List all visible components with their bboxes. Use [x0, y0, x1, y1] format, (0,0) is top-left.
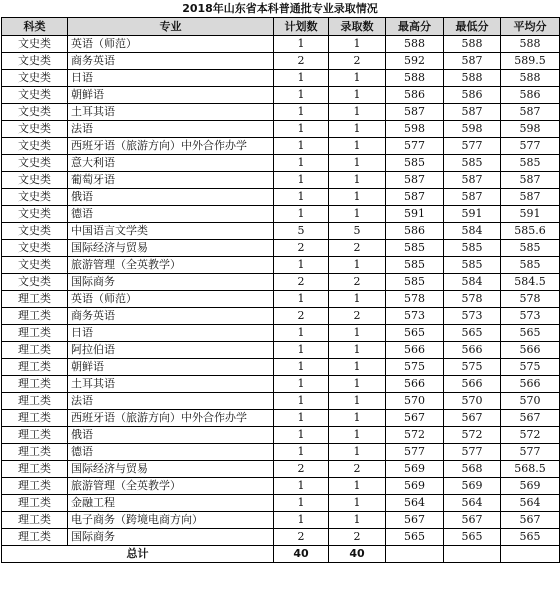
max-score-cell: 578 — [386, 291, 444, 308]
avg-score-cell: 565 — [501, 529, 560, 546]
admitted-cell: 5 — [329, 223, 386, 240]
major-cell: 电子商务（跨境电商方向） — [68, 512, 274, 529]
min-score-cell: 566 — [444, 376, 501, 393]
max-score-cell: 587 — [386, 104, 444, 121]
min-score-cell: 588 — [444, 70, 501, 87]
admitted-cell: 1 — [329, 257, 386, 274]
plan-cell: 1 — [274, 172, 329, 189]
total-empty-cell — [444, 546, 501, 563]
header-min-score: 最低分 — [444, 18, 501, 36]
major-cell: 国际经济与贸易 — [68, 240, 274, 257]
category-cell: 文史类 — [2, 240, 68, 257]
plan-cell: 1 — [274, 257, 329, 274]
plan-cell: 1 — [274, 342, 329, 359]
category-cell: 理工类 — [2, 308, 68, 325]
category-cell: 理工类 — [2, 427, 68, 444]
min-score-cell: 585 — [444, 257, 501, 274]
table-row — [2, 359, 560, 376]
table-row — [2, 155, 560, 172]
admitted-cell: 1 — [329, 427, 386, 444]
table-row — [2, 461, 560, 478]
plan-cell: 1 — [274, 325, 329, 342]
admitted-cell: 1 — [329, 325, 386, 342]
plan-cell: 2 — [274, 240, 329, 257]
admitted-cell: 1 — [329, 359, 386, 376]
total-label: 总计 — [2, 546, 274, 563]
header-avg-score: 平均分 — [501, 18, 560, 36]
total-empty-cell — [386, 546, 444, 563]
total-row — [2, 546, 560, 563]
admitted-cell: 2 — [329, 529, 386, 546]
min-score-cell: 587 — [444, 189, 501, 206]
max-score-cell: 598 — [386, 121, 444, 138]
admitted-cell: 2 — [329, 308, 386, 325]
avg-score-cell: 584.5 — [501, 274, 560, 291]
plan-cell: 2 — [274, 53, 329, 70]
max-score-cell: 569 — [386, 478, 444, 495]
admitted-cell: 1 — [329, 478, 386, 495]
min-score-cell: 575 — [444, 359, 501, 376]
table-row — [2, 410, 560, 427]
avg-score-cell: 589.5 — [501, 53, 560, 70]
max-score-cell: 585 — [386, 257, 444, 274]
max-score-cell: 585 — [386, 155, 444, 172]
max-score-cell: 592 — [386, 53, 444, 70]
table-row — [2, 376, 560, 393]
max-score-cell: 566 — [386, 376, 444, 393]
category-cell: 文史类 — [2, 223, 68, 240]
major-cell: 国际经济与贸易 — [68, 461, 274, 478]
avg-score-cell: 569 — [501, 478, 560, 495]
plan-cell: 1 — [274, 104, 329, 121]
major-cell: 俄语 — [68, 189, 274, 206]
plan-cell: 1 — [274, 427, 329, 444]
category-cell: 理工类 — [2, 359, 68, 376]
min-score-cell: 586 — [444, 87, 501, 104]
plan-cell: 1 — [274, 512, 329, 529]
admission-table — [1, 17, 560, 563]
admitted-cell: 1 — [329, 70, 386, 87]
max-score-cell: 572 — [386, 427, 444, 444]
major-cell: 意大利语 — [68, 155, 274, 172]
max-score-cell: 577 — [386, 444, 444, 461]
admitted-cell: 1 — [329, 87, 386, 104]
major-cell: 德语 — [68, 206, 274, 223]
avg-score-cell: 585 — [501, 155, 560, 172]
avg-score-cell: 575 — [501, 359, 560, 376]
category-cell: 理工类 — [2, 393, 68, 410]
major-cell: 阿拉伯语 — [68, 342, 274, 359]
admitted-cell: 1 — [329, 36, 386, 53]
major-cell: 商务英语 — [68, 308, 274, 325]
admitted-cell: 1 — [329, 121, 386, 138]
plan-cell: 1 — [274, 36, 329, 53]
admitted-cell: 2 — [329, 274, 386, 291]
plan-cell: 2 — [274, 308, 329, 325]
category-cell: 理工类 — [2, 529, 68, 546]
plan-cell: 1 — [274, 359, 329, 376]
max-score-cell: 566 — [386, 342, 444, 359]
table-row — [2, 529, 560, 546]
header-major: 专业 — [68, 18, 274, 36]
min-score-cell: 573 — [444, 308, 501, 325]
min-score-cell: 588 — [444, 36, 501, 53]
admitted-cell: 1 — [329, 444, 386, 461]
admitted-cell: 1 — [329, 393, 386, 410]
page-title: 2018年山东省本科普通批专业录取情况 — [182, 2, 378, 15]
plan-cell: 1 — [274, 87, 329, 104]
avg-score-cell: 585 — [501, 257, 560, 274]
plan-cell: 1 — [274, 155, 329, 172]
min-score-cell: 572 — [444, 427, 501, 444]
max-score-cell: 570 — [386, 393, 444, 410]
max-score-cell: 585 — [386, 240, 444, 257]
admitted-cell: 2 — [329, 461, 386, 478]
total-empty-cell — [501, 546, 560, 563]
category-cell: 文史类 — [2, 189, 68, 206]
table-row — [2, 240, 560, 257]
min-score-cell: 584 — [444, 223, 501, 240]
avg-score-cell: 570 — [501, 393, 560, 410]
table-row — [2, 444, 560, 461]
category-cell: 理工类 — [2, 342, 68, 359]
avg-score-cell: 587 — [501, 189, 560, 206]
avg-score-cell: 566 — [501, 342, 560, 359]
plan-cell: 1 — [274, 393, 329, 410]
category-cell: 理工类 — [2, 444, 68, 461]
avg-score-cell: 591 — [501, 206, 560, 223]
min-score-cell: 585 — [444, 240, 501, 257]
max-score-cell: 569 — [386, 461, 444, 478]
plan-cell: 1 — [274, 189, 329, 206]
major-cell: 英语（师范） — [68, 36, 274, 53]
major-cell: 俄语 — [68, 427, 274, 444]
table-row — [2, 36, 560, 53]
min-score-cell: 566 — [444, 342, 501, 359]
table-row — [2, 104, 560, 121]
major-cell: 英语（师范） — [68, 291, 274, 308]
table-row — [2, 325, 560, 342]
avg-score-cell: 573 — [501, 308, 560, 325]
major-cell: 旅游管理（全英教学） — [68, 257, 274, 274]
max-score-cell: 573 — [386, 308, 444, 325]
header-admitted: 录取数 — [329, 18, 386, 36]
max-score-cell: 585 — [386, 274, 444, 291]
plan-cell: 2 — [274, 461, 329, 478]
table-row — [2, 257, 560, 274]
total-admitted: 40 — [329, 546, 386, 563]
table-row — [2, 121, 560, 138]
avg-score-cell: 577 — [501, 444, 560, 461]
category-cell: 文史类 — [2, 70, 68, 87]
major-cell: 德语 — [68, 444, 274, 461]
category-cell: 文史类 — [2, 274, 68, 291]
major-cell: 商务英语 — [68, 53, 274, 70]
major-cell: 葡萄牙语 — [68, 172, 274, 189]
plan-cell: 1 — [274, 206, 329, 223]
table-row — [2, 70, 560, 87]
category-cell: 文史类 — [2, 87, 68, 104]
table-row — [2, 427, 560, 444]
min-score-cell: 587 — [444, 172, 501, 189]
avg-score-cell: 586 — [501, 87, 560, 104]
major-cell: 金融工程 — [68, 495, 274, 512]
admitted-cell: 1 — [329, 495, 386, 512]
major-cell: 中国语言文学类 — [68, 223, 274, 240]
plan-cell: 2 — [274, 274, 329, 291]
max-score-cell: 565 — [386, 325, 444, 342]
header-plan: 计划数 — [274, 18, 329, 36]
table-row — [2, 291, 560, 308]
max-score-cell: 586 — [386, 87, 444, 104]
admitted-cell: 2 — [329, 240, 386, 257]
min-score-cell: 567 — [444, 410, 501, 427]
plan-cell: 1 — [274, 376, 329, 393]
plan-cell: 1 — [274, 444, 329, 461]
major-cell: 法语 — [68, 393, 274, 410]
table-row — [2, 512, 560, 529]
table-row — [2, 223, 560, 240]
plan-cell: 5 — [274, 223, 329, 240]
avg-score-cell: 598 — [501, 121, 560, 138]
category-cell: 文史类 — [2, 257, 68, 274]
table-row — [2, 308, 560, 325]
major-cell: 日语 — [68, 325, 274, 342]
min-score-cell: 565 — [444, 325, 501, 342]
category-cell: 理工类 — [2, 495, 68, 512]
major-cell: 土耳其语 — [68, 376, 274, 393]
avg-score-cell: 588 — [501, 36, 560, 53]
plan-cell: 1 — [274, 291, 329, 308]
min-score-cell: 587 — [444, 53, 501, 70]
min-score-cell: 585 — [444, 155, 501, 172]
admitted-cell: 1 — [329, 155, 386, 172]
major-cell: 日语 — [68, 70, 274, 87]
avg-score-cell: 565 — [501, 325, 560, 342]
min-score-cell: 584 — [444, 274, 501, 291]
category-cell: 理工类 — [2, 478, 68, 495]
max-score-cell: 564 — [386, 495, 444, 512]
table-row — [2, 495, 560, 512]
max-score-cell: 567 — [386, 512, 444, 529]
admitted-cell: 1 — [329, 376, 386, 393]
plan-cell: 1 — [274, 138, 329, 155]
table-row — [2, 189, 560, 206]
category-cell: 理工类 — [2, 461, 68, 478]
category-cell: 文史类 — [2, 121, 68, 138]
major-cell: 朝鲜语 — [68, 359, 274, 376]
admitted-cell: 1 — [329, 206, 386, 223]
avg-score-cell: 567 — [501, 512, 560, 529]
avg-score-cell: 566 — [501, 376, 560, 393]
max-score-cell: 577 — [386, 138, 444, 155]
category-cell: 文史类 — [2, 155, 68, 172]
max-score-cell: 591 — [386, 206, 444, 223]
min-score-cell: 577 — [444, 138, 501, 155]
max-score-cell: 567 — [386, 410, 444, 427]
max-score-cell: 575 — [386, 359, 444, 376]
major-cell: 西班牙语（旅游方向）中外合作办学 — [68, 410, 274, 427]
min-score-cell: 591 — [444, 206, 501, 223]
header-row — [2, 18, 560, 36]
category-cell: 理工类 — [2, 376, 68, 393]
admitted-cell: 1 — [329, 189, 386, 206]
admitted-cell: 1 — [329, 172, 386, 189]
table-row — [2, 87, 560, 104]
min-score-cell: 598 — [444, 121, 501, 138]
admitted-cell: 1 — [329, 342, 386, 359]
plan-cell: 1 — [274, 478, 329, 495]
avg-score-cell: 568.5 — [501, 461, 560, 478]
min-score-cell: 569 — [444, 478, 501, 495]
table-row — [2, 274, 560, 291]
category-cell: 文史类 — [2, 104, 68, 121]
admitted-cell: 1 — [329, 138, 386, 155]
major-cell: 西班牙语（旅游方向）中外合作办学 — [68, 138, 274, 155]
total-plan: 40 — [274, 546, 329, 563]
header-category: 科类 — [2, 18, 68, 36]
major-cell: 朝鲜语 — [68, 87, 274, 104]
avg-score-cell: 587 — [501, 172, 560, 189]
max-score-cell: 587 — [386, 189, 444, 206]
table-row — [2, 172, 560, 189]
avg-score-cell: 578 — [501, 291, 560, 308]
avg-score-cell: 572 — [501, 427, 560, 444]
major-cell: 旅游管理（全英教学） — [68, 478, 274, 495]
admitted-cell: 1 — [329, 291, 386, 308]
header-max-score: 最高分 — [386, 18, 444, 36]
table-row — [2, 478, 560, 495]
table-row — [2, 342, 560, 359]
avg-score-cell: 567 — [501, 410, 560, 427]
category-cell: 理工类 — [2, 512, 68, 529]
avg-score-cell: 587 — [501, 104, 560, 121]
category-cell: 文史类 — [2, 172, 68, 189]
category-cell: 理工类 — [2, 325, 68, 342]
avg-score-cell: 585 — [501, 240, 560, 257]
category-cell: 文史类 — [2, 53, 68, 70]
category-cell: 文史类 — [2, 36, 68, 53]
avg-score-cell: 564 — [501, 495, 560, 512]
plan-cell: 2 — [274, 529, 329, 546]
plan-cell: 1 — [274, 410, 329, 427]
table-row — [2, 138, 560, 155]
min-score-cell: 578 — [444, 291, 501, 308]
min-score-cell: 568 — [444, 461, 501, 478]
max-score-cell: 588 — [386, 36, 444, 53]
category-cell: 理工类 — [2, 291, 68, 308]
category-cell: 理工类 — [2, 410, 68, 427]
avg-score-cell: 577 — [501, 138, 560, 155]
avg-score-cell: 585.6 — [501, 223, 560, 240]
plan-cell: 1 — [274, 495, 329, 512]
max-score-cell: 586 — [386, 223, 444, 240]
major-cell: 法语 — [68, 121, 274, 138]
min-score-cell: 570 — [444, 393, 501, 410]
avg-score-cell: 588 — [501, 70, 560, 87]
min-score-cell: 587 — [444, 104, 501, 121]
admitted-cell: 1 — [329, 410, 386, 427]
admitted-cell: 1 — [329, 104, 386, 121]
major-cell: 国际商务 — [68, 274, 274, 291]
category-cell: 文史类 — [2, 206, 68, 223]
category-cell: 文史类 — [2, 138, 68, 155]
max-score-cell: 588 — [386, 70, 444, 87]
min-score-cell: 577 — [444, 444, 501, 461]
min-score-cell: 564 — [444, 495, 501, 512]
table-row — [2, 53, 560, 70]
major-cell: 国际商务 — [68, 529, 274, 546]
max-score-cell: 587 — [386, 172, 444, 189]
table-row — [2, 393, 560, 410]
major-cell: 土耳其语 — [68, 104, 274, 121]
admitted-cell: 1 — [329, 512, 386, 529]
plan-cell: 1 — [274, 121, 329, 138]
plan-cell: 1 — [274, 70, 329, 87]
admitted-cell: 2 — [329, 53, 386, 70]
max-score-cell: 565 — [386, 529, 444, 546]
min-score-cell: 565 — [444, 529, 501, 546]
table-row — [2, 206, 560, 223]
min-score-cell: 567 — [444, 512, 501, 529]
